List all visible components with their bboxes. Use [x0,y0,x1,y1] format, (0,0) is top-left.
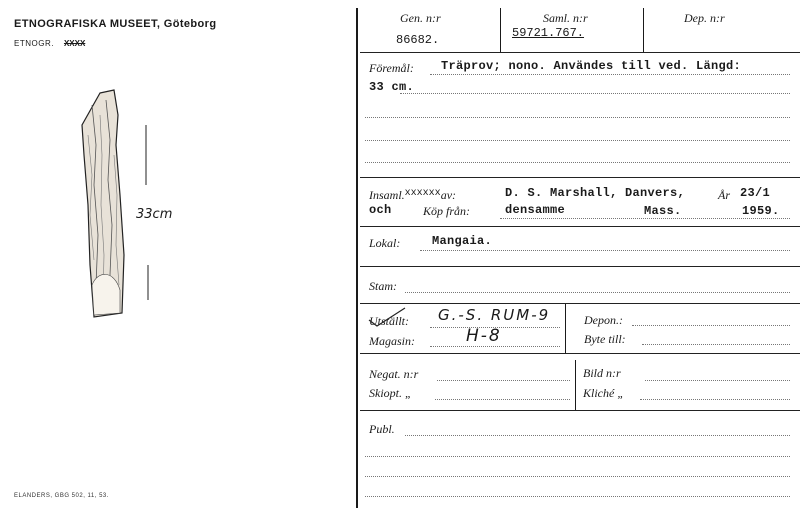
utstallt-value: G.-S. RUM-9 [438,306,551,324]
negat-label: Negat. n:r [369,367,419,381]
bild-dotline [645,380,790,381]
rule-negat [360,410,800,411]
gen-value: 86682. [396,33,440,47]
place-value: Mass. [644,204,682,218]
header-divider-2 [643,8,644,52]
insaml-label-text: Insaml. [369,188,405,202]
magasin-dotline [430,346,560,347]
byte-label: Byte till: [584,332,626,346]
utstallt-dotline [430,327,560,328]
foremal-dotline-5 [365,162,790,163]
foremal-line2: 33 cm. [369,80,415,94]
object-sketch [70,85,210,325]
negat-divider [575,360,576,410]
year-value: 1959. [742,204,780,218]
utstallt-label: Utställt: [369,314,410,328]
kop-dotline [500,218,790,219]
size-annotation: 33cm [136,207,173,222]
ar-label: År [718,188,730,202]
department-label: ETNOGR. [14,39,54,48]
card-left-border [356,8,358,508]
stam-label: Stam: [369,279,397,293]
lokal-value: Mangaia. [432,234,493,248]
publ-label: Publ. [369,422,395,436]
rule-insaml [360,226,800,227]
saml-value: 59721.767. [512,26,585,40]
kliche-label: Kliché „ [583,386,624,400]
ar-value: 23/1 [740,186,771,200]
foremal-dotline-2 [400,93,790,94]
insaml-struck: xxxxxx [404,188,441,199]
bild-label: Bild n:r [583,366,621,380]
och-text: och [369,203,392,217]
insaml-av-label: av: [440,188,457,202]
utstallt-check-mark [365,306,415,328]
utstallt-divider [565,303,566,353]
foremal-label: Föremål: [369,61,414,75]
printer-imprint: ELANDERS, GBG 502, 11, 53. [14,493,109,499]
lokal-label: Lokal: [369,236,401,250]
skiopt-dotline [435,399,570,400]
header-divider-1 [500,8,501,52]
depon-label: Depon.: [584,313,623,327]
depon-dotline [632,325,790,326]
publ-dotline-1 [405,435,790,436]
insaml-av-value: D. S. Marshall, Danvers, [505,186,686,200]
rule-lokal [360,266,800,267]
foremal-dotline-3 [365,117,790,118]
lokal-dotline [420,250,790,251]
publ-dotline-4 [365,496,790,497]
museum-name: ETNOGRAFISKA MUSEET, Göteborg [14,18,217,30]
kliche-dotline [640,399,790,400]
magasin-label: Magasin: [369,334,415,348]
rule-foremal [360,177,800,178]
department-line [14,39,85,48]
saml-label: Saml. n:r [543,11,588,25]
wood-sample-drawing [82,90,124,317]
gen-label: Gen. n:r [400,11,441,25]
byte-dotline [642,344,790,345]
foremal-dotline-4 [365,140,790,141]
rule-stam [360,303,800,304]
rule-magasin [360,353,800,354]
department-struck: XXXX [63,39,86,48]
negat-dotline [437,380,570,381]
magasin-value: H-8 [466,326,502,346]
foremal-line1: Träprov; nono. Användes till ved. Längd: [441,59,742,73]
publ-dotline-2 [365,456,790,457]
kop-value: densamme [505,203,566,217]
dep-label: Dep. n:r [684,11,725,25]
insaml-label [369,188,456,203]
foremal-dotline-1 [430,74,790,75]
publ-dotline-3 [365,476,790,477]
skiopt-label: Skiopt. „ [369,386,412,400]
stam-dotline [405,292,790,293]
rule-header [360,52,800,53]
kop-label: Köp från: [423,204,471,218]
